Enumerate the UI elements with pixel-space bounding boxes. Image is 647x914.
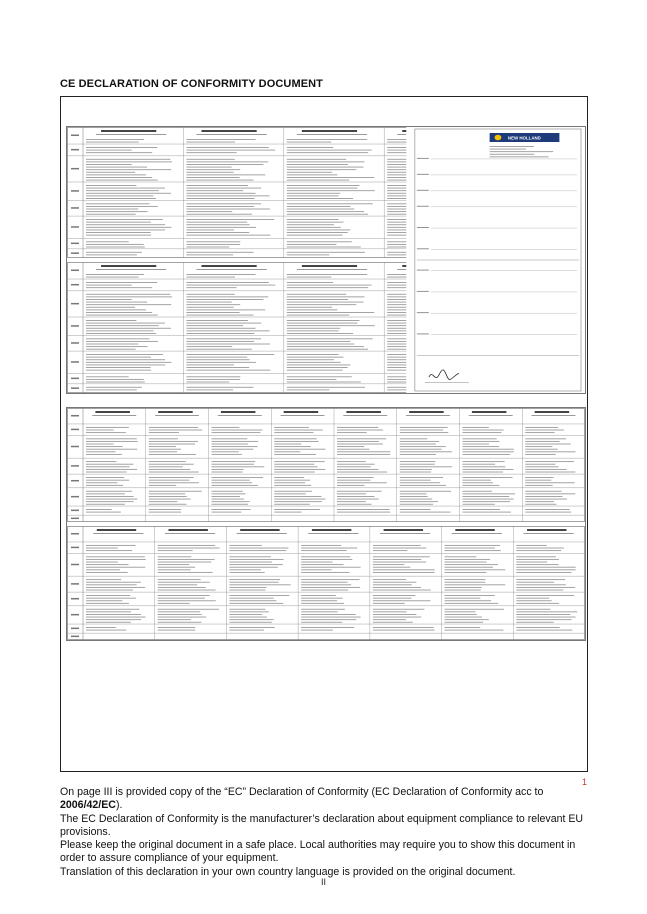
declaration-sheet-front-grid <box>67 127 585 393</box>
table-block-4 <box>67 526 585 640</box>
sheet-table <box>67 526 585 640</box>
page-heading: CE DECLARATION OF CONFORMITY DOCUMENT <box>60 78 324 90</box>
declaration-sheet-back <box>66 407 586 641</box>
paragraph-translation: Translation of this declaration in your own country language is provided on the original document. <box>60 865 516 878</box>
declaration-sheet-front <box>66 126 586 394</box>
paragraph-copy-location <box>60 786 600 813</box>
leaf-icon <box>495 135 502 141</box>
logo-text: NEW HOLLAND <box>507 135 541 141</box>
page-number: II <box>320 877 326 887</box>
paragraph-copy-location-end: ). <box>115 799 123 812</box>
paragraph-definition: The EC Declaration of Conformity is the manufacturer’s declaration about equipment compliance to relevant EU provisions. <box>60 812 584 838</box>
explanatory-text <box>60 786 600 879</box>
table-block-3 <box>67 408 585 522</box>
footnote-marker: 1 <box>582 777 588 787</box>
paragraph-copy-location-text: On page III is provided copy of the “EC” Declaration of Conformity (EC Declaration of Conformity acc to <box>60 786 544 798</box>
paragraph-keep-original: Please keep the original document in a safe place. Local authorities may require you to show this document in order to assure compliance of your equipment. <box>60 839 576 865</box>
declaration-sheet-back-grid <box>67 408 585 640</box>
sheet-table <box>67 408 585 522</box>
directive-reference: 2006/42/EC <box>60 799 116 812</box>
